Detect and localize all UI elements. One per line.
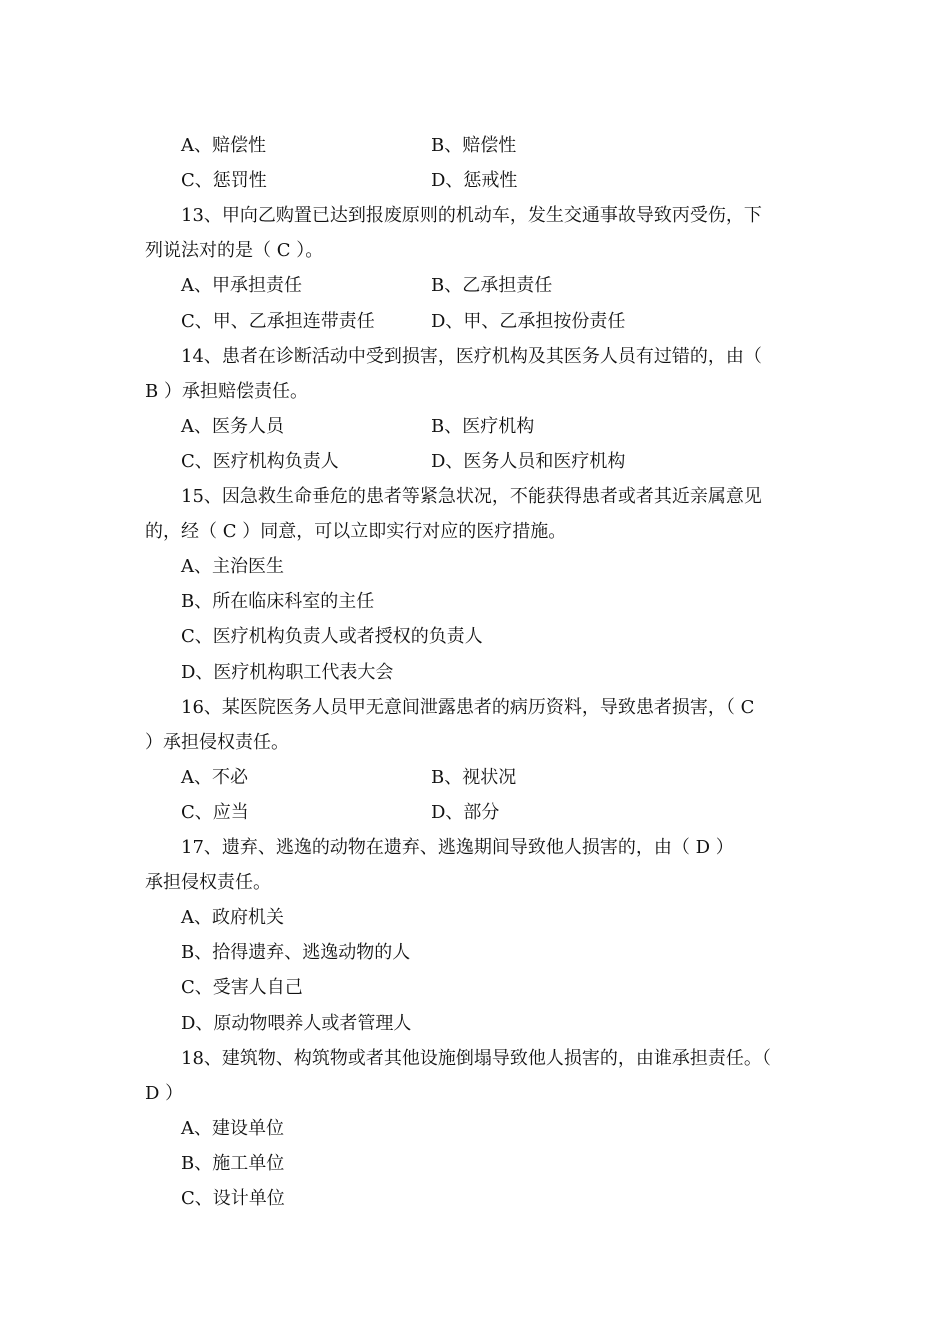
option-left: A、医务人员 [181, 416, 284, 437]
option-right: B、视状况 [431, 767, 517, 788]
question-continuation: 承担侵权责任。 [145, 872, 271, 893]
option-item: A、主治医生 [181, 556, 284, 577]
question-text: 17、遗弃、逃逸的动物在遗弃、逃逸期间导致他人损害的，由（ D ） [181, 837, 734, 858]
question-continuation: 列说法对的是（ C ）。 [145, 240, 324, 261]
option-right: B、乙承担责任 [431, 275, 553, 296]
option-right: D、医务人员和医疗机构 [431, 451, 626, 472]
option-left: C、应当 [181, 802, 249, 823]
option-item: B、所在临床科室的主任 [181, 591, 375, 612]
option-left: C、惩罚性 [181, 170, 267, 191]
option-item: C、设计单位 [181, 1188, 285, 1209]
option-left: A、不必 [181, 767, 248, 788]
option-right: D、甲、乙承担按份责任 [431, 311, 626, 332]
option-item: A、政府机关 [181, 907, 284, 928]
option-right: D、部分 [431, 802, 500, 823]
option-left: A、赔偿性 [181, 135, 266, 156]
question-continuation: D ） [145, 1083, 184, 1104]
option-item: A、建设单位 [181, 1118, 284, 1139]
option-right: D、惩戒性 [431, 170, 518, 191]
option-left: C、甲、乙承担连带责任 [181, 311, 375, 332]
option-item: C、医疗机构负责人或者授权的负责人 [181, 626, 483, 647]
question-text: 13、甲向乙购置已达到报废原则的机动车，发生交通事故导致丙受伤，下 [181, 205, 762, 226]
question-text: 15、因急救生命垂危的患者等紧急状况，不能获得患者或者其近亲属意见 [181, 486, 762, 507]
question-continuation: ）承担侵权责任。 [145, 732, 289, 753]
option-right: B、赔偿性 [431, 135, 517, 156]
question-continuation: 的，经（ C ）同意，可以立即实行对应的医疗措施。 [145, 521, 567, 542]
option-item: D、原动物喂养人或者管理人 [181, 1013, 412, 1034]
option-item: C、受害人自己 [181, 977, 303, 998]
option-left: C、医疗机构负责人 [181, 451, 339, 472]
question-text: 16、某医院医务人员甲无意间泄露患者的病历资料，导致患者损害，（ C [181, 697, 755, 718]
option-left: A、甲承担责任 [181, 275, 302, 296]
option-item: B、拾得遗弃、逃逸动物的人 [181, 942, 411, 963]
option-item: D、医疗机构职工代表大会 [181, 662, 394, 683]
option-item: B、施工单位 [181, 1153, 285, 1174]
option-right: B、医疗机构 [431, 416, 535, 437]
question-text: 18、建筑物、构筑物或者其他设施倒塌导致他人损害的，由谁承担责任。（ [181, 1048, 771, 1069]
question-text: 14、患者在诊断活动中受到损害，医疗机构及其医务人员有过错的，由（ [181, 346, 762, 367]
question-continuation: B ）承担赔偿责任。 [145, 381, 308, 402]
